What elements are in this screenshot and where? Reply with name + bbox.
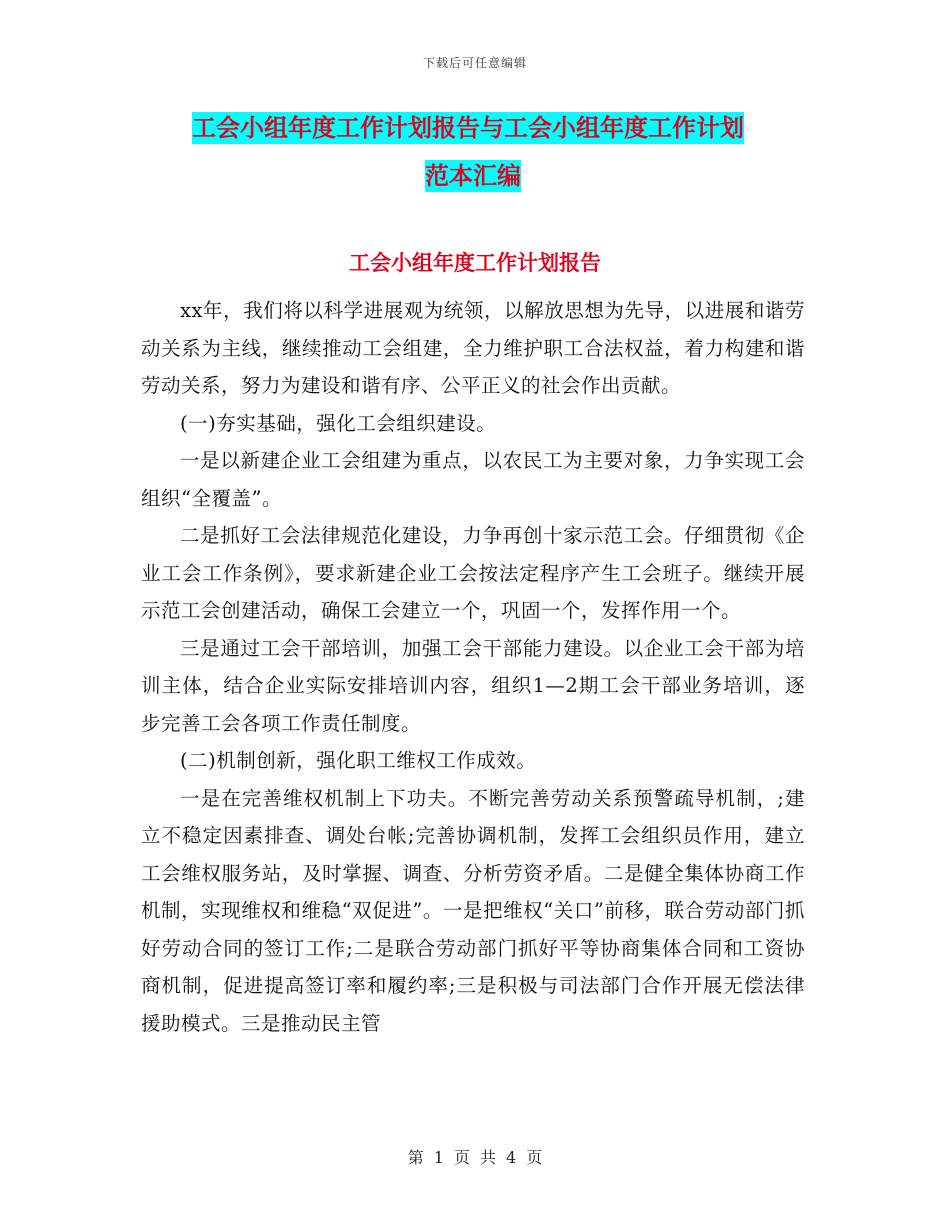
document-title-line-1-text: 工会小组年度工作计划报告与工会小组年度工作计划 — [192, 114, 744, 142]
paragraph-heading-1: (一)夯实基础，强化工会组织建设。 — [180, 411, 497, 435]
paragraph-mechanism: 一是在完善维权机制上下功夫。不断完善劳动关系预警疏导机制，;建立不稳定因素排查、调处台帐;完善协调机制，发挥工会组织员作用，建立工会维权服务站，及时掌握、调查、分析劳资矛盾。二是健全集体协商工作机制，实现维权和维稳“双促进”。一是把维权“关口”前移，联合劳动部门抓好劳动合同的签订工作;二是联合劳动部门抓好平等协商集体合同和工资协商机制，促进提高签订率和履约率;三是积极与司法部门合作开展无偿法律援助模式。三是推动民主管 — [141, 786, 805, 1035]
paragraph-item-1: 一是以新建企业工会组建为重点，以农民工为主要对象，力争实现工会组织“全覆盖”。 — [141, 449, 805, 510]
footer-page-current: 1 — [433, 1148, 444, 1167]
document-title-line-1 — [192, 108, 744, 143]
page-footer — [0, 1145, 950, 1168]
section-title: 工会小组年度工作计划报告 — [349, 251, 601, 275]
footer-suffix: 页 — [526, 1148, 543, 1167]
footer-total-prefix: 共 — [480, 1148, 497, 1167]
footer-page-total: 4 — [506, 1148, 517, 1167]
document-title-line-2 — [425, 156, 521, 191]
page-header-note: 下载后可任意编辑 — [422, 56, 527, 70]
document-body — [141, 292, 805, 1042]
paragraph-item-3: 三是通过工会干部培训，加强工会干部能力建设。以企业工会干部为培训主体，结合企业实际安排培训内容，组织1—2期工会干部业务培训，逐步完善工会各项工作责任制度。 — [141, 636, 805, 735]
paragraph-item-2: 二是抓好工会法律规范化建设，力争再创十家示范工会。仔细贯彻《企业工会工作条例》，要求新建企业工会按法定程序产生工会班子。继续开展示范工会创建活动，确保工会建立一个，巩固一个，发挥作用一个。 — [141, 524, 805, 622]
paragraph-intro: xx年，我们将以科学进展观为统领，以解放思想为先导，以进展和谐劳动关系为主线，继续推动工会组建，全力维护职工合法权益，着力构建和谐劳动关系，努力为建设和谐有序、公平正义的社会作出贡献。 — [141, 299, 805, 397]
document-title-line-2-text: 范本汇编 — [425, 162, 521, 190]
footer-prefix: 第 — [407, 1148, 424, 1167]
paragraph-heading-2: (二)机制创新，强化职工维权工作成效。 — [180, 749, 537, 772]
footer-page-label: 页 — [453, 1148, 470, 1167]
